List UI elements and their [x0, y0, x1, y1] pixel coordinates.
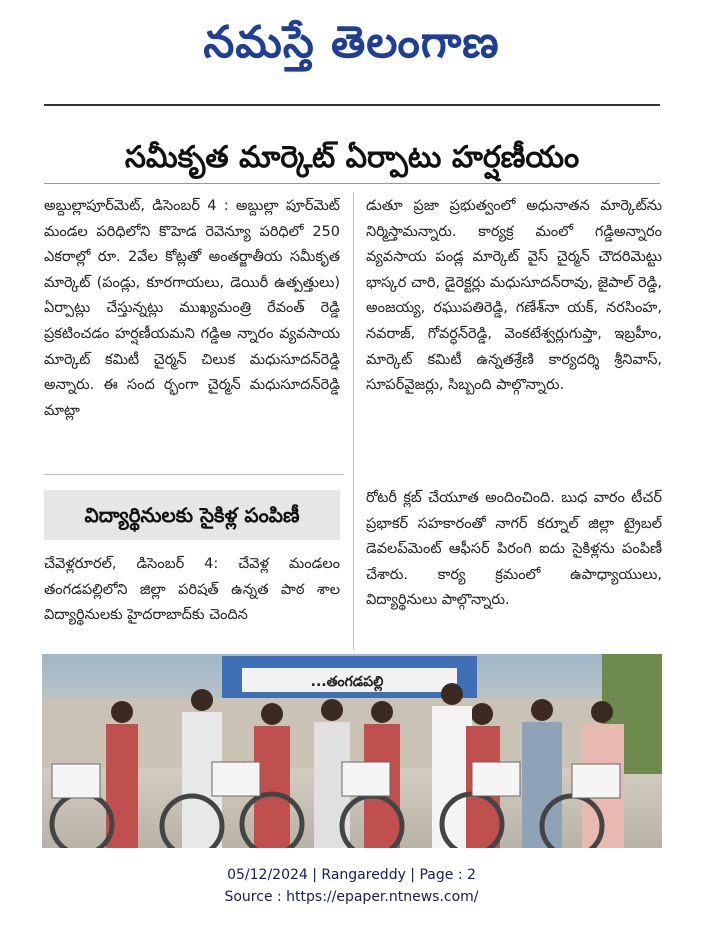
masthead-divider: [44, 104, 660, 106]
column-divider: [353, 192, 354, 650]
footer-source: Source : https://epaper.ntnews.com/: [224, 889, 479, 905]
footer-date-edition: 05/12/2024 | Rangareddy | Page : 2: [227, 867, 476, 883]
newspaper-masthead: [0, 8, 703, 78]
masthead-title: నమస్తే తెలంగాణ: [203, 17, 500, 68]
article1-column2: డుతూ ప్రజా ప్రభుత్వంలో అధునాతన మార్కెట్‌ను నిర్మిస్తామన్నారు. కార్యక్ర మంలో గడ్డిఅన్నారం వ్యవసాయ పండ్ల మార్కెట్ వైస్ చైర్మన్ చౌదరిమెట్టు భాస్కర చారి, డైరెక్టర్లు మధుసూదన్‌రావు, జైపాల్ రెడ్డి, అంజయ్య, రఘుపతిరెడ్డి, గణేశ్‌నా యక్, నరసింహ, నవరాజ్, గోవర్ధన్‌రెడ్డి, వెంకటేశ్వర్లుగుప్తా, ఇబ్రహీం, మార్కెట్ కమిటీ ఉన్నతశ్రేణి కార్యదర్శి శ్రీనివాస్, సూపర్‌వైజర్లు, సిబ్బంది పాల్గొన్నారు.: [366, 198, 662, 394]
photo-sign-text: ...తంగడపల్లి: [310, 674, 384, 690]
page-footer: [0, 864, 703, 908]
news-photo: [42, 654, 662, 848]
article-divider: [44, 474, 344, 475]
article2-subheadline: విద్యార్థినులకు సైకిళ్ల పంపిణీ: [44, 490, 340, 540]
article-headline: సమీకృత మార్కెట్ ఏర్పాటు హర్షణీయం: [124, 140, 580, 175]
headline-divider: [44, 183, 660, 184]
article1-column1: అబ్దుల్లాపూర్‌మెట్, డిసెంబర్ 4 : అబ్దుల్లా పూర్‌మెట్ మండల పరిధిలోని కొహెడ రెవెన్యూ పరిధిలో 250 ఎకరాల్లో రూ. 2వేల కోట్లతో అంతర్జాతీయ సమీకృత మార్కెట్ (పండ్లు, కూరగాయలు, డెయిరీ ఉత్పత్తులు) ఏర్పాట్లు చేస్తున్నట్లు ముఖ్యమంత్రి రేవంత్ రెడ్డి ప్రకటించడం హర్షణీయమని గడ్డిఅ న్నారం వ్యవసాయ మార్కెట్ కమిటీ చైర్మన్ చిలుక మధుసూదన్‌రెడ్డి అన్నారు. ఈ సంద ర్భంగా చైర్మన్ మధుసూదన్‌రెడ్డి మాట్లా: [44, 198, 340, 419]
article2-column2: రోటరీ క్లబ్ చేయూత అందించింది. బుధ వారం టీచర్ ప్రభాకర్ సహకారంతో నాగర్ కర్నూల్ జిల్లా ట్రైబల్ డెవలప్‌మెంట్ ఆఫీసర్ పిరంగి ఐదు సైకిళ్లను పంపిణీ చేశారు. కార్య క్రమంలో ఉపాధ్యాయులు, విద్యార్థినులు పాల్గొన్నారు.: [366, 490, 662, 609]
article2-column1: చేవెళ్లరూరల్, డిసెంబర్ 4: చేవెళ్ల మండలం తంగడపల్లిలోని జిల్లా పరిషత్ ఉన్నత పాఠ శాల విద్యార్థినులకు హైదరాబాద్‌కు చెందిన: [44, 556, 340, 624]
